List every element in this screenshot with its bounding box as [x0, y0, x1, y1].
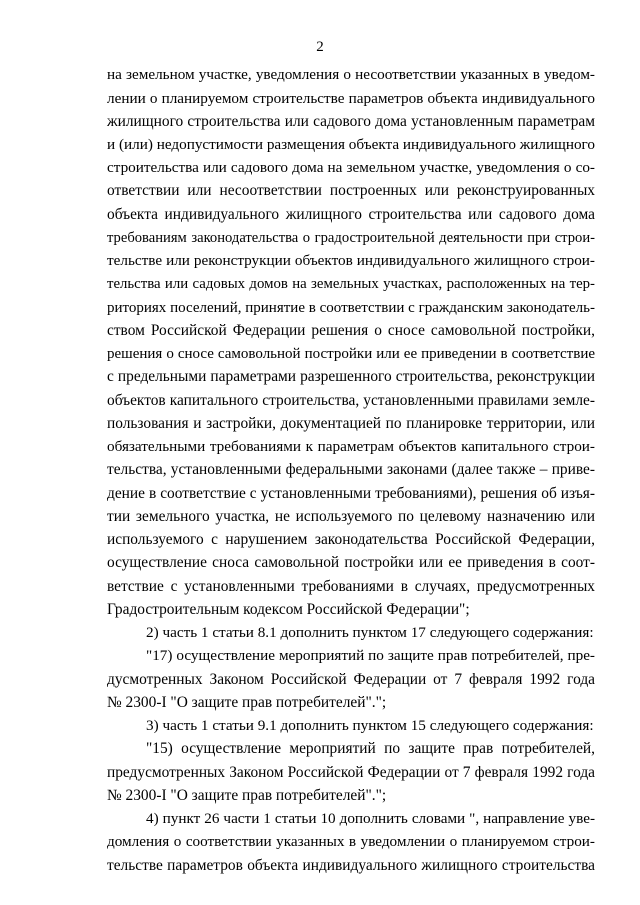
text-line: требованиям законодательства о градостроительной деятельности при строи-: [107, 230, 595, 246]
text-line: "17) осуществление мероприятий по защите прав потребителей, пре-: [146, 647, 595, 664]
text-line: используемого с нарушением законодательства Российской Федерации,: [107, 531, 595, 548]
text-line: решения о сносе самовольной постройки или ее приведении в соответствие: [107, 346, 595, 362]
text-line: Градостроительным кодексом Российской Федерации";: [107, 601, 470, 618]
text-line: и (или) недопустимости размещения объекта индивидуального жилищного: [107, 136, 595, 153]
text-line: ответствии или несоответствии построенных или реконструированных: [107, 182, 595, 199]
text-line: тельстве параметров объекта индивидуального жилищного строительства: [107, 857, 595, 874]
text-line: риториях поселений, принятие в соответствии с гражданским законодатель-: [107, 300, 595, 316]
text-line: на земельном участке, уведомления о несоответствии указанных в уведом-: [107, 66, 595, 83]
text-line: "15) осуществление мероприятий по защите прав потребителей,: [146, 740, 595, 757]
text-line: обязательными требованиями к параметрам объектов капитального строи-: [107, 438, 595, 455]
text-line: 4) пункт 26 части 1 статьи 10 дополнить словами ", направление уве-: [146, 810, 595, 827]
text-line: тии земельного участка, не используемого по целевому назначению или: [107, 508, 595, 525]
text-line: домления о соответствии указанных в уведомлении о планируемом строи-: [107, 833, 595, 850]
text-line: тельства, установленными федеральными законами (далее также – приве-: [107, 461, 595, 478]
text-line: предусмотренных Законом Российской Федерации от 7 февраля 1992 года: [107, 764, 595, 781]
page-number: 2: [316, 39, 324, 55]
text-line: с предельными параметрами разрешенного строительства, реконструкции: [107, 368, 595, 385]
text-line: № 2300-I "О защите прав потребителей".";: [107, 787, 387, 804]
text-line: тельства или садовых домов на земельных участках, расположенных на тер-: [107, 276, 595, 292]
text-line: объекта индивидуального жилищного строительства или садового дома: [107, 206, 595, 223]
text-line: строительства или садового дома на земельном участке, уведомления о со-: [107, 159, 595, 176]
text-line: жилищного строительства или садового дома установленным параметрам: [107, 113, 595, 130]
text-line: дение в соответствие с установленными требованиями), решения об изъя-: [107, 485, 595, 502]
text-line: дусмотренных Законом Российской Федерации от 7 февраля 1992 года: [107, 671, 595, 688]
text-line: ветствие с установленными требованиями в случаях, предусмотренных: [107, 578, 595, 595]
text-line: лении о планируемом строительстве параметров объекта индивидуального: [107, 90, 595, 107]
text-line: № 2300-I "О защите прав потребителей".";: [107, 694, 387, 711]
text-line: объектов капитального строительства, установленными правилами земле-: [107, 392, 595, 409]
text-line: тельстве или реконструкции объектов индивидуального жилищного строи-: [107, 252, 595, 269]
text-line: пользования и застройки, документацией по планировке территории, или: [107, 415, 595, 432]
text-line: ством Российской Федерации решения о сносе самовольной постройки,: [107, 322, 595, 339]
text-line: 2) часть 1 статьи 8.1 дополнить пунктом 17 следующего содержания:: [146, 624, 594, 641]
text-line: осуществление сноса самовольной постройки или ее приведения в соот-: [107, 554, 595, 571]
text-line: 3) часть 1 статьи 9.1 дополнить пунктом 15 следующего содержания:: [146, 717, 594, 734]
